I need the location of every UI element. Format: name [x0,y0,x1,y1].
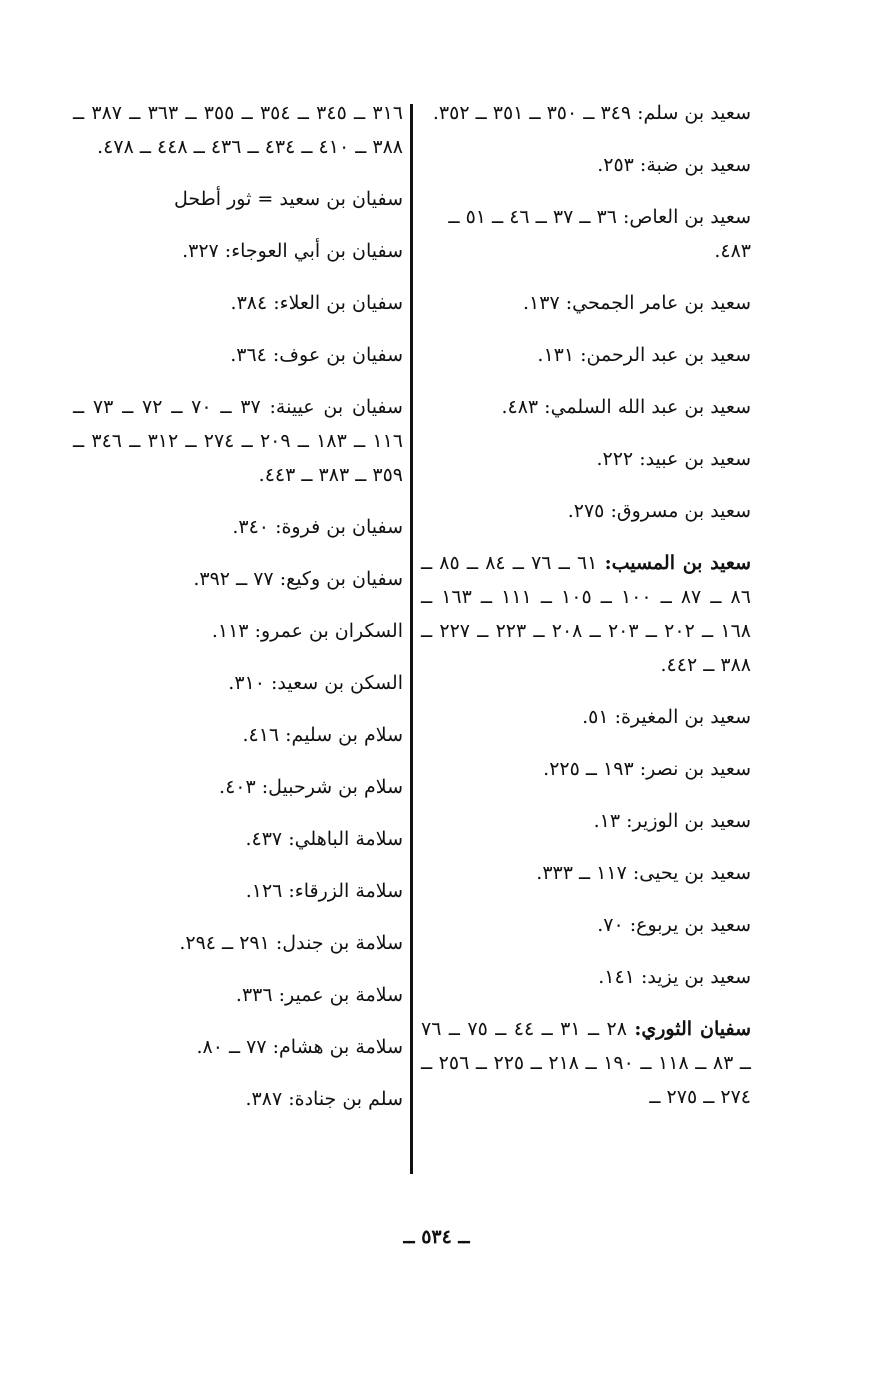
entry-name: سلامة بن هشام: [272,1036,403,1058]
entry-name: سفيان بن عيينة: [269,396,403,418]
entry-name: سفيان الثوري: [634,1018,751,1040]
index-entry [73,1082,403,1116]
entry-page-refs: ٤٣٧. [245,828,283,850]
entry-name: سعيد بن مسروق: [610,500,751,522]
entry-name: سلامة بن جندل: [275,932,403,954]
index-column-right [421,96,751,1132]
index-entry [421,494,751,528]
entry-name: سعيد بن الوزير: [626,810,751,832]
entry-name: سعيد بن يحيى: [632,862,751,884]
index-entry [73,562,403,596]
entry-page-refs: ٢٨ ــ ٣١ ــ ٤٤ ــ ٧٥ ــ ٧٦ ــ ٨٣ ــ ١١٨ ــ ١٩٠ ــ ٢١٨ ــ ٢٢٥ ــ ٢٥٦ ــ ٢٧٤ ــ ٢٧٥ ــ [421,1018,751,1108]
entry-page-refs: ٣٤٠. [232,516,270,538]
entry-page-refs: ٣١٠. [228,672,265,694]
entry-page-refs: ١٣٧. [523,292,560,314]
index-entry [73,978,403,1012]
index-column-left [73,96,403,1134]
entry-page-refs: ٦١ ــ ٧٦ ــ ٨٤ ــ ٨٥ ــ ٨٦ ــ ٨٧ ــ ١٠٠ ــ ١٠٥ ــ ١١١ ــ ١٦٣ ــ ١٦٨ ــ ٢٠٢ ــ ٢٠٣ ــ ٢٠٨ ــ ٢٢٣ ــ ٢٢٧ ــ ٣٨٨ ــ ٤٤٢. [421,552,751,676]
page-number: ــ ٥٣٤ ــ [403,1226,470,1248]
index-entry [73,926,403,960]
index-entry [421,546,751,682]
entry-page-refs: ٣٤٩ ــ ٣٥٠ ــ ٣٥١ ــ ٣٥٢. [432,102,632,124]
entry-name: السكن بن سعيد: [271,672,403,694]
index-entry [421,960,751,994]
entry-name: سعيد بن سلم: [637,102,751,124]
index-entry [73,770,403,804]
entry-name: سفيان بن سعيد = ثور أطحل [173,188,403,210]
entry-page-refs: ٤٠٣. [219,776,256,798]
entry-page-refs: ٥١. [582,706,609,728]
index-entry [73,234,403,268]
entry-name: سلام بن سليم: [285,724,403,746]
entry-page-refs: ٣٦ ــ ٣٧ ــ ٤٦ ــ ٥١ ــ ٤٨٣. [448,206,751,262]
entry-name: سلامة الزرقاء: [288,880,403,902]
entry-page-refs: ٧٠. [597,914,624,936]
entry-name: سعيد بن نصر: [639,758,751,780]
index-entry [73,182,403,216]
index-entry [421,804,751,838]
entry-name: سلم بن جنادة: [288,1088,403,1110]
entry-name: سعيد بن يزيد: [640,966,751,988]
entry-page-refs: ٧٧ ــ ٨٠. [196,1036,267,1058]
entry-name: سفيان بن وكيع: [279,568,403,590]
entry-name: سعيد بن العاص: [622,206,751,228]
index-entry [421,148,751,182]
entry-name: السكران بن عمرو: [254,620,403,642]
entry-name: سعيد بن المغيرة: [614,706,751,728]
entry-name: سفيان بن أبي العوجاء: [224,240,403,262]
index-entry [421,442,751,476]
entry-page-refs: ٢٥٣. [597,154,634,176]
index-entry [73,96,403,164]
index-entry [73,718,403,752]
index-entry [421,390,751,424]
entry-name: سعيد بن عبد الله السلمي: [544,396,751,418]
entry-page-refs: ٧٧ ــ ٣٩٢. [193,568,274,590]
index-entry [73,338,403,372]
entry-page-refs: ٢٧٥. [567,500,605,522]
index-entry [73,1030,403,1064]
entry-name: سفيان بن فروة: [275,516,403,538]
entry-name: سعيد بن عبيد: [639,448,751,470]
column-divider [410,104,413,1174]
entry-page-refs: ٣٣٦. [235,984,273,1006]
index-entry [421,96,751,130]
entry-name: سعيد بن يربوع: [629,914,751,936]
entry-name: سعيد بن عامر الجمحي: [565,292,751,314]
entry-page-refs: ١٢٦. [245,880,283,902]
index-entry [421,286,751,320]
index-entry [73,666,403,700]
entry-page-refs: ١٤١. [598,966,635,988]
index-entry [421,856,751,890]
index-entry [73,510,403,544]
entry-page-refs: ٤١٦. [242,724,280,746]
entry-page-refs: ١٣١. [537,344,575,366]
entry-name: سعيد بن المسيب: [604,552,751,574]
entry-page-refs: ١١٣. [211,620,249,642]
entry-name: سفيان بن العلاء: [273,292,403,314]
index-entry [421,1012,751,1114]
entry-page-refs: ١٣. [593,810,621,832]
index-entry [73,390,403,492]
index-entry [421,338,751,372]
entry-name: سفيان بن عوف: [272,344,403,366]
index-entry [421,752,751,786]
index-entry [73,822,403,856]
entry-page-refs: ١١٧ ــ ٣٣٣. [536,862,627,884]
entry-name: سلامة الباهلي: [288,828,403,850]
entry-page-refs: ٣٨٧. [245,1088,283,1110]
index-entry [421,700,751,734]
entry-page-refs: ٣٧ ــ ٧٠ ــ ٧٢ ــ ٧٣ ــ ١١٦ ــ ١٨٣ ــ ٢٠٩ ــ ٢٧٤ ــ ٣١٢ ــ ٣٤٦ ــ ٣٥٩ ــ ٣٨٣ ــ ٤٤٣. [73,396,403,486]
entry-name: سلامة بن عمير: [278,984,403,1006]
index-entry [73,874,403,908]
entry-name: سعيد بن ضبة: [639,154,751,176]
entry-page-refs: ٣٢٧. [182,240,219,262]
entry-page-refs: ٣٦٤. [230,344,267,366]
entry-page-refs: ٢٩١ ــ ٢٩٤. [179,932,270,954]
index-entry [73,286,403,320]
entry-page-refs: ١٩٣ ــ ٢٢٥. [543,758,634,780]
entry-page-refs: ٣١٦ ــ ٣٤٥ ــ ٣٥٤ ــ ٣٥٥ ــ ٣٦٣ ــ ٣٨٧ ــ ٣٨٨ ــ ٤١٠ ــ ٤٣٤ ــ ٤٣٦ ــ ٤٤٨ ــ ٤٧٨. [73,102,403,158]
index-entry [421,200,751,268]
index-entry [421,908,751,942]
entry-name: سعيد بن عبد الرحمن: [580,344,751,366]
entry-page-refs: ٣٨٤. [230,292,268,314]
entry-page-refs: ٤٨٣. [501,396,539,418]
index-entry [73,614,403,648]
entry-name: سلام بن شرحبيل: [261,776,403,798]
entry-page-refs: ٢٢٢. [596,448,634,470]
